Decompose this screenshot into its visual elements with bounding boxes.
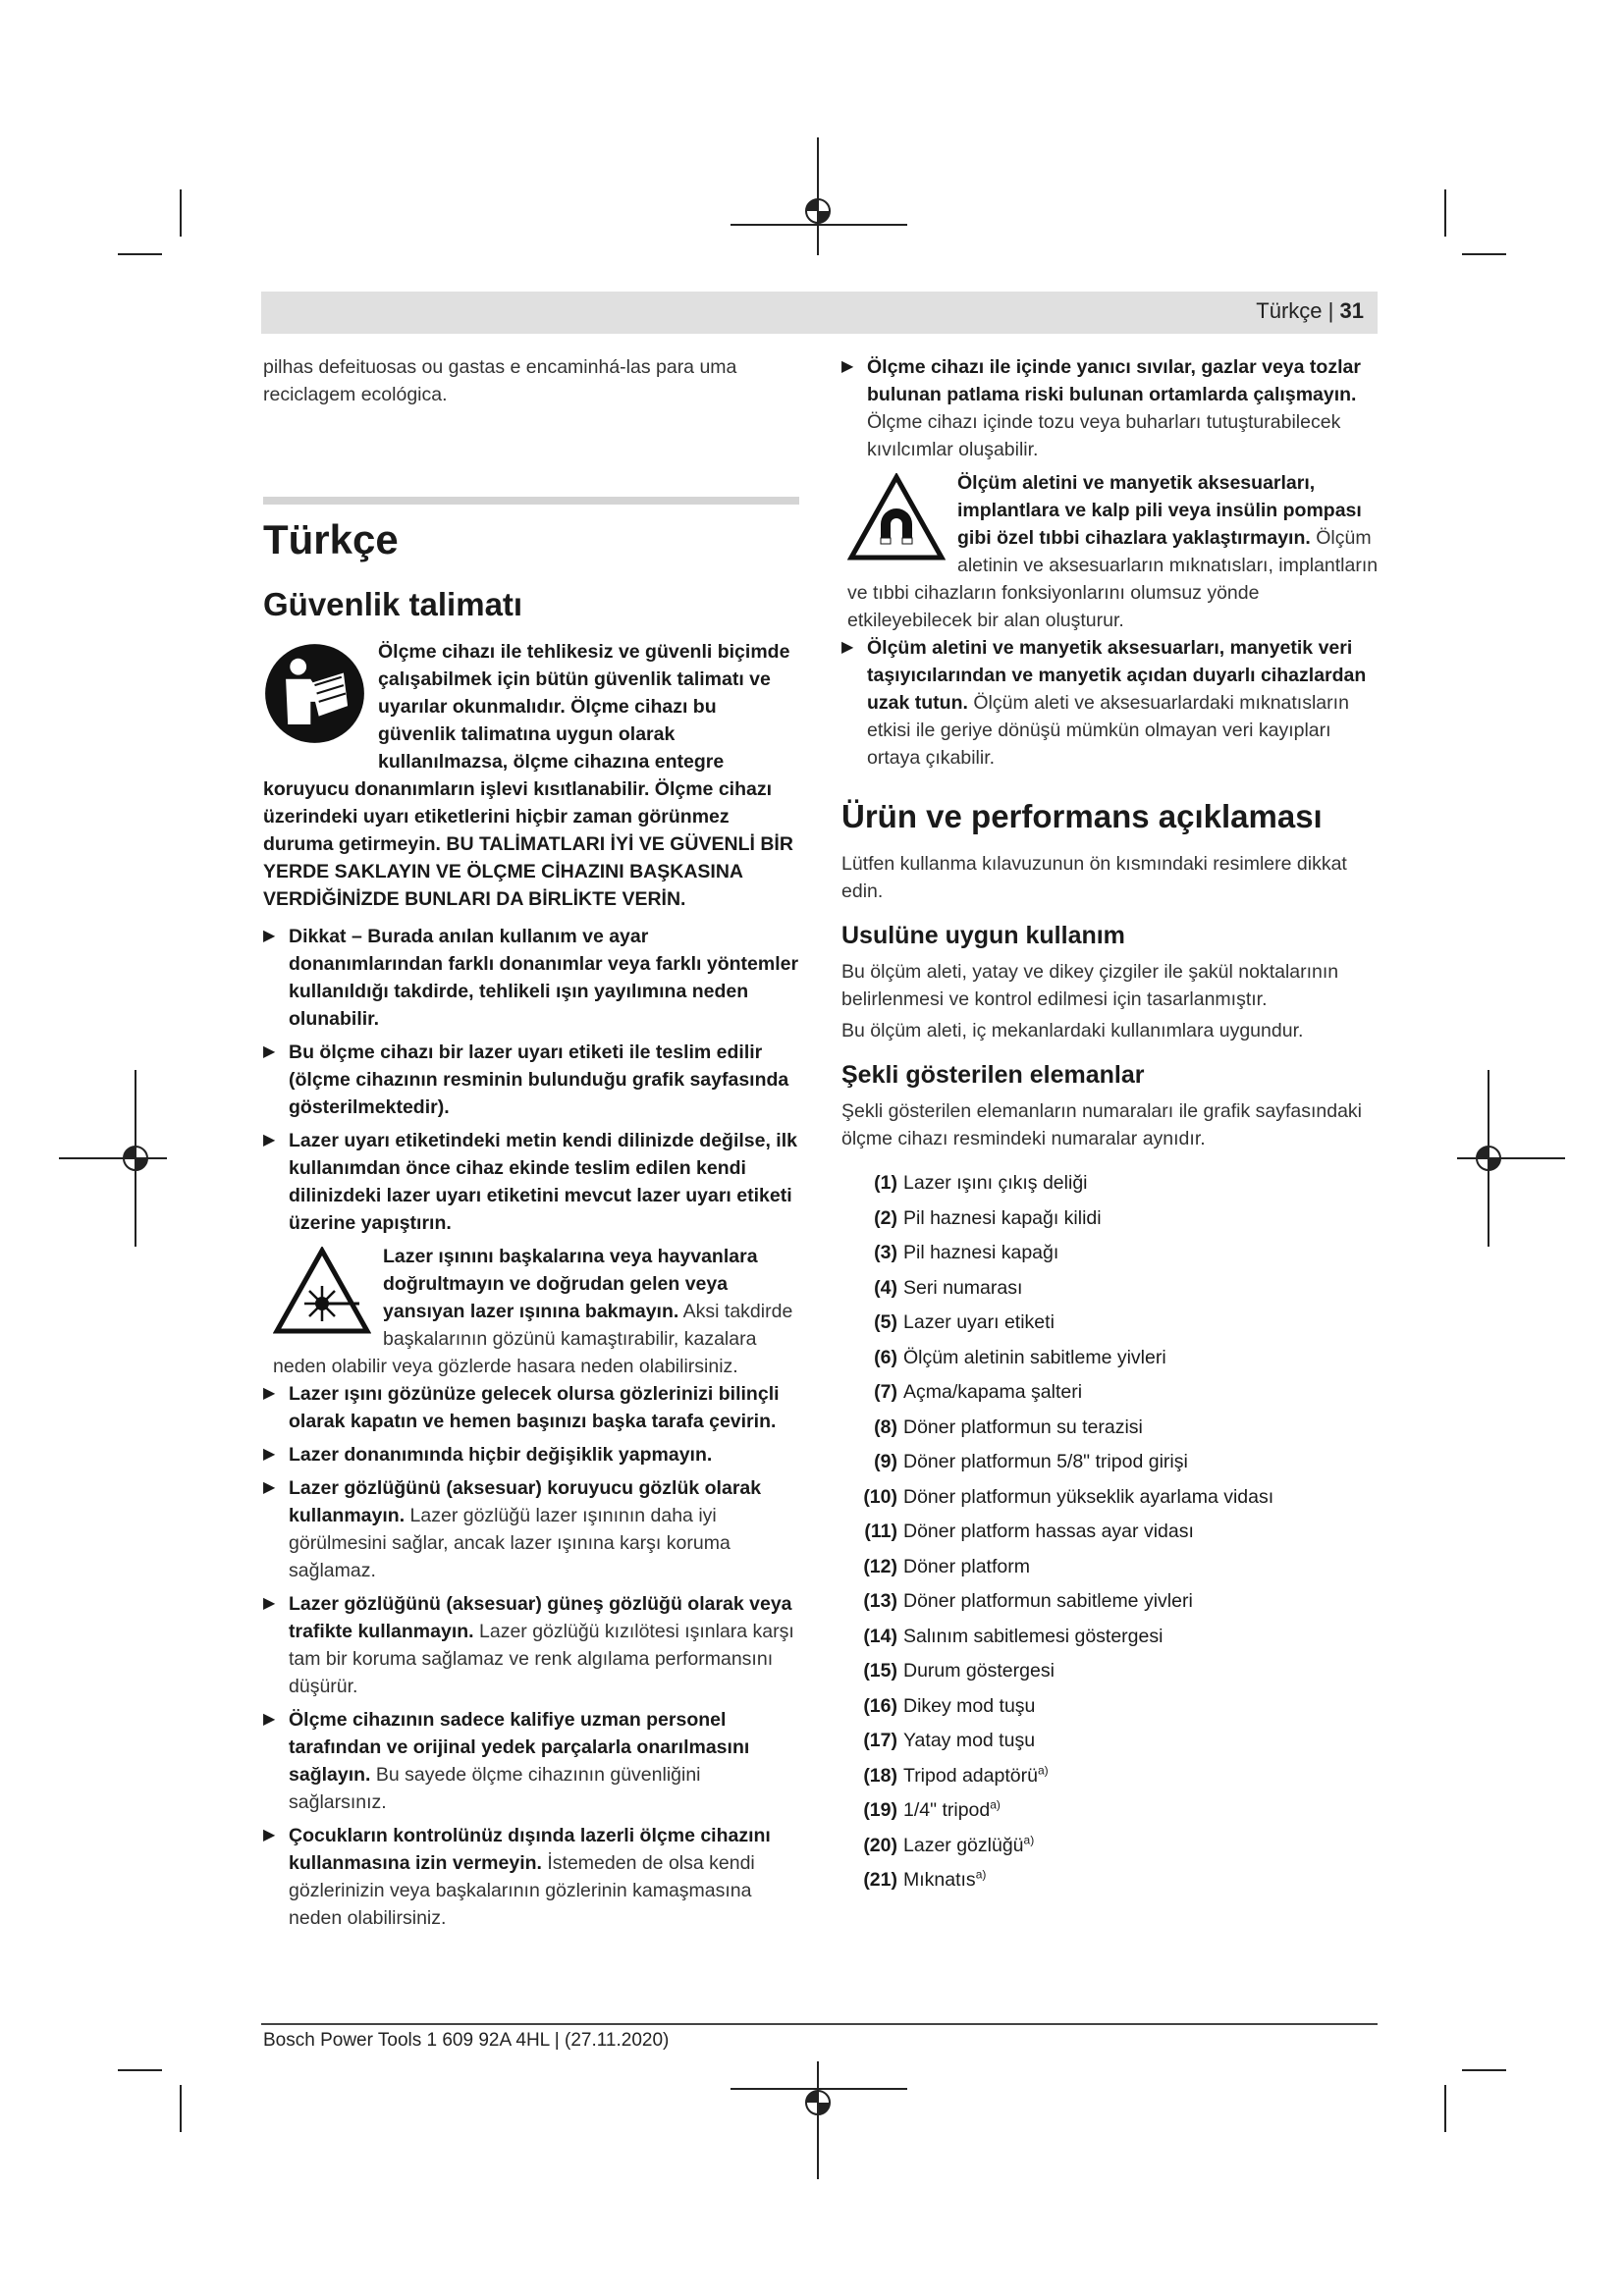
intended-use-text: Bu ölçüm aleti, yatay ve dikey çizgiler ile şakül noktalarının belirlenmesi ve kontrol edilmesi için tasarlanmıştır. (841, 961, 1339, 1010)
magnet-warning-bold: Ölçüm aletini ve manyetik aksesuarları, implantlara ve kalp pili veya insülin pompası gibi özel tıbbi cihazlara yaklaştırmayın. (957, 472, 1362, 549)
safety-bullet: ▶ Lazer uyarı etiketindeki metin kendi dilinizde değilse, ilk kullanımdan önce cihaz ekinde teslim edilen kendi dilinizdeki lazer uyarı etiketini mevcut lazer uyarı etiketi üzerine yapıştırın. (263, 1127, 799, 1237)
product-heading: Ürün ve performans açıklaması (841, 798, 1323, 834)
footer-divider (261, 2023, 1378, 2025)
safety-bullet: ▶ Ölçme cihazının sadece kalifiye uzman personel tarafından ve orijinal yedek parçalarla onarılmasını sağlayın. Bu sayede ölçme cihazının güvenliğini sağlarsınız. (263, 1706, 799, 1816)
list-item: (12) Döner platform (863, 1555, 1030, 1577)
safety-intro-text: Ölçme cihazı ile tehlikesiz ve güvenli biçimde çalışabilmek için bütün güvenlik talimatı ve uyarılar okunmalıdır. Ölçme cihazı bu güvenlik talimatına uygun olarak kullanılmazsa, ölçme cihazına entegre koruyucu donanımların işlevi kısıtlanabilir. Ölçme cihazı üzerindeki uyarı etiketlerini hiçbir zaman görünmez duruma getirmeyin. BU TALİMATLARI İYİ VE GÜVENLİ BİR YERDE SAKLAYIN VE ÖLÇME CİHAZINI BAŞKASINA VERDİĞİNİZDE BUNLARI DA BİRLİKTE VERİN. (263, 641, 793, 910)
laser-warning-block (263, 1243, 799, 1380)
intro-text: pilhas defeituosas ou gastas e encaminhá-las para uma reciclagem ecológica. (263, 356, 737, 405)
list-item: (16) Dikey mod tuşu (863, 1694, 1036, 1717)
list-item: (8) Döner platformun su terazisi (874, 1415, 1143, 1438)
right-column (841, 353, 1380, 1900)
safety-bullet: ▶ Çocukların kontrolünüz dışında lazerli ölçme cihazını kullanmasına izin vermeyin. İstemeden de olsa kendi gözlerinizin veya başkalarının gözlerinin kamaşmasına neden olabilirsiniz. (263, 1822, 799, 1932)
page-number: 31 (1339, 298, 1364, 323)
safety-bullet: ▶ Ölçme cihazı ile içinde yanıcı sıvılar, gazlar veya tozlar bulunan patlama riski bulunan ortamlarda çalışmayın. Ölçme cihazı içinde tozu veya buharları tutuşturabilecek kıvılcımlar oluşabilir. (841, 353, 1380, 463)
list-item: (7) Açma/kapama şalteri (874, 1381, 1083, 1403)
safety-bullet: ▶ Lazer ışını gözünüze gelecek olursa gözlerinizi bilinçli olarak kapatın ve hemen başınızı başka tarafa çevirin. (263, 1380, 799, 1435)
components-text: Şekli gösterilen elemanların numaraları ile grafik sayfasındaki ölçme cihazı resmindeki numaralar aynıdır. (841, 1100, 1363, 1149)
safety-bullet: ▶ Dikkat – Burada anılan kullanım ve ayar donanımlarından farklı donanımlar veya farklı yöntemler kullanıldığı takdirde, tehlikeli ışın yayılımına neden olunabilir. (263, 923, 799, 1033)
list-item: (13) Döner platformun sabitleme yivleri (863, 1590, 1193, 1612)
list-item: (17) Yatay mod tuşu (863, 1730, 1036, 1751)
intended-use-text-2: Bu ölçüm aleti, iç mekanlardaki kullanımlara uygundur. (841, 1020, 1304, 1041)
bullet-arrow-icon: ▶ (263, 1595, 276, 1612)
list-item: (3) Pil haznesi kapağı (874, 1242, 1059, 1263)
magnet-warning-icon (847, 473, 946, 569)
list-item: (6) Ölçüm aletinin sabitleme yivleri (874, 1346, 1166, 1368)
registration-mark-left (59, 1070, 167, 1247)
list-item: (21) Mıknatıs$^{a)}$ (863, 1867, 987, 1891)
bullet-arrow-icon: ▶ (263, 1711, 276, 1728)
list-item: (18) Tripod adaptörü$^{a)}$ (863, 1763, 1049, 1787)
read-manual-icon (263, 642, 366, 753)
intended-use-heading: Usulüne uygun kullanım (841, 922, 1125, 949)
safety-bullet: ▶ Lazer gözlüğünü (aksesuar) güneş gözlüğü olarak veya trafikte kullanmayın. Lazer gözlüğü kızılötesi ışınlara karşı tam bir koruma sağlamaz ve renk algılama performansını düşürür. (263, 1590, 799, 1700)
safety-heading: Güvenlik talimatı (263, 586, 523, 622)
list-item: (20) Lazer gözlüğü$^{a)}$ (863, 1833, 1035, 1856)
bullet-arrow-icon: ▶ (263, 1446, 276, 1463)
list-item: (5) Lazer uyarı etiketi (874, 1311, 1055, 1333)
laser-warning-icon (273, 1247, 371, 1343)
bullet-arrow-icon: ▶ (841, 358, 854, 375)
bullet-arrow-icon: ▶ (263, 1385, 276, 1402)
laser-warning-bold: Lazer ışınını başkalarına veya hayvanlara doğrultmayın ve doğrudan gelen veya yansıyan lazer ışınına bakmayın. (383, 1246, 758, 1322)
left-column (263, 353, 799, 1938)
bullet-arrow-icon: ▶ (841, 639, 854, 656)
list-item: (15) Durum göstergesi (863, 1660, 1055, 1682)
product-text: Lütfen kullanma kılavuzunun ön kısmındaki resimlere dikkat edin. (841, 853, 1347, 902)
registration-mark-right (1457, 1070, 1565, 1247)
list-item: (9) Döner platformun 5/8" tripod girişi (874, 1451, 1188, 1472)
safety-bullet: ▶ Ölçüm aletini ve manyetik aksesuarları, manyetik veri taşıyıcılarından ve manyetik açıdan duyarlı cihazlardan uzak tutun. Ölçüm aleti ve aksesuarlardaki mıknatısların etkisi ile geriye dönüşü mümkün olmayan veri kayıpları ortaya çıkabilir. (841, 634, 1380, 772)
list-item: (19) 1/4" tripod$^{a)}$ (863, 1797, 1001, 1821)
list-item: (14) Salınım sabitlemesi göstergesi (863, 1625, 1164, 1647)
safety-bullet: ▶ Lazer donanımında hiçbir değişiklik yapmayın. (263, 1441, 799, 1468)
bullet-arrow-icon: ▶ (263, 1043, 276, 1060)
list-item: (2) Pil haznesi kapağı kilidi (874, 1206, 1102, 1229)
list-item: (11) Döner platform hassas ayar vidası (864, 1521, 1194, 1542)
registration-mark-top (731, 137, 907, 255)
safety-bullet: ▶ Lazer gözlüğünü (aksesuar) koruyucu gözlük olarak kullanmayın. Lazer gözlüğü lazer ışınının daha iyi görülmesini sağlar, ancak lazer ışınına karşı koruma sağlamaz. (263, 1474, 799, 1584)
page-header (261, 292, 1378, 334)
registration-mark-bottom (731, 2061, 907, 2179)
page-footer: Bosch Power Tools 1 609 92A 4HL | (27.11.2020) (263, 2030, 670, 2051)
page-header-label: Türkçe | 31 (1256, 298, 1364, 323)
bullet-arrow-icon: ▶ (263, 1479, 276, 1496)
language-title: Türkçe (263, 516, 399, 562)
list-item: (10) Döner platformun yükseklik ayarlama vidası (863, 1485, 1274, 1508)
list-item: (1) Lazer ışını çıkış deliği (874, 1172, 1088, 1194)
laser-warning-text: Aksi takdirde başkalarının gözünü kamaştırabilir, kazalara neden olabilir veya gözlerde hasara neden olabilirsiniz. (273, 1301, 793, 1377)
bullet-arrow-icon: ▶ (263, 1132, 276, 1148)
safety-intro-block (263, 638, 799, 913)
components-list (841, 1168, 1380, 1900)
components-heading: Şekli gösterilen elemanlar (841, 1061, 1145, 1089)
section-divider (263, 497, 799, 505)
bullet-arrow-icon: ▶ (263, 1827, 276, 1843)
magnet-warning-text: Ölçüm aletinin ve aksesuarların mıknatısları, implantların ve tıbbi cihazların fonksiyonlarını olumsuz yönde etkileyebilecek bir alan oluşturur. (847, 527, 1379, 631)
bullet-arrow-icon: ▶ (263, 928, 276, 944)
safety-bullet: ▶ Bu ölçme cihazı bir lazer uyarı etiketi ile teslim edilir (ölçme cihazının resminin bulunduğu grafik sayfasında gösterilmektedir). (263, 1039, 799, 1121)
list-item: (4) Seri numarası (874, 1276, 1023, 1299)
magnet-warning-block (841, 469, 1380, 634)
